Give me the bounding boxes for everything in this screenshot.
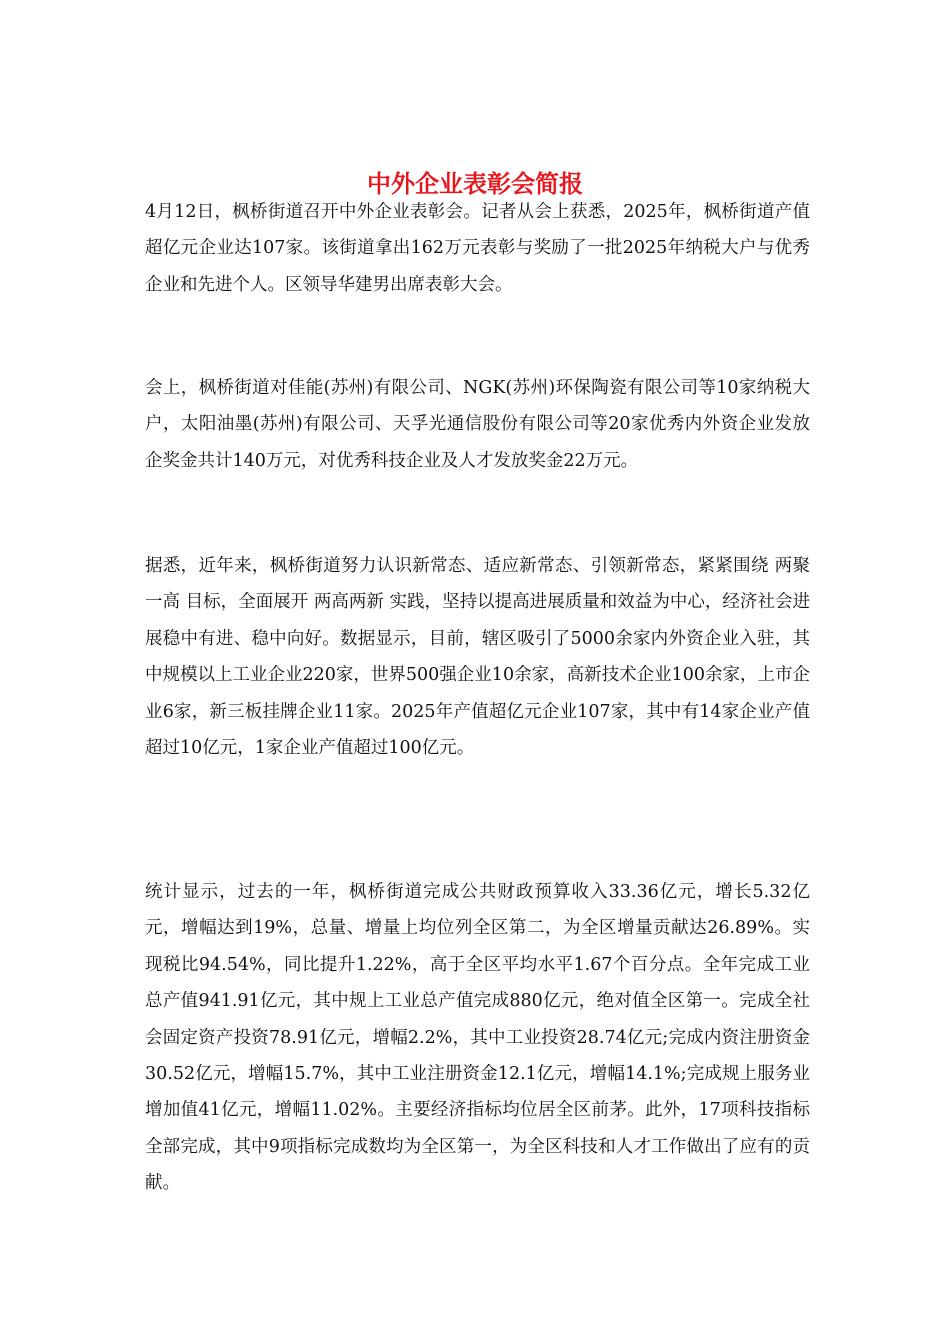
paragraph-development: 据悉，近年来，枫桥街道努力认识新常态、适应新常态、引领新常态，紧紧围绕 两聚一高 目标，全面展开 两高两新 实践，坚持以提高进展质量和效益为中心，经济社会进展稳中有进、稳中向好。数据显示，目前，辖区吸引了5000余家内外资企业入驻，其中规模以上工业企业220家，世界500强企业10余家，高新技术企业100余家，上市企业6家，新三板挂牌企业11家。2025年产值超亿元企业107家，其中有14家企业产值超过10亿元，1家企业产值超过100亿元。 bbox=[145, 556, 810, 759]
paragraph-statistics: 统计显示，过去的一年，枫桥街道完成公共财政预算收入33.36亿元，增长5.32亿元，增幅达到19%，总量、增量上均位列全区第二，为全区增量贡献达26.89%。实现税比94.54%，同比提升1.22%，高于全区平均水平1.67个百分点。全年完成工业总产值941.91亿元，其中规上工业总产值完成880亿元，绝对值全区第一。完成全社会固定资产投资78.91亿元，增幅2.2%，其中工业投资28.74亿元;完成内资注册资金30.52亿元，增幅15.7%，其中工业注册资金12.1亿元，增幅14.1%;完成规上服务业增加值41亿元，增幅11.02%。主要经济指标均位居全区前茅。此外，17项科技指标全部完成，其中9项指标完成数均为全区第一，为全区科技和人才工作做出了应有的贡献。 bbox=[145, 882, 810, 1194]
paragraph-meeting-intro: 4月12日，枫桥街道召开中外企业表彰会。记者从会上获悉，2025年，枫桥街道产值超亿元企业达107家。该街道拿出162万元表彰与奖励了一批2025年纳税大户与优秀企业和先进个人。区领导华建男出席表彰大会。 bbox=[145, 202, 810, 295]
document-title: 中外企业表彰会简报 bbox=[367, 170, 583, 199]
paragraph-awards: 会上，枫桥街道对佳能(苏州)有限公司、NGK(苏州)环保陶瓷有限公司等10家纳税大户，太阳油墨(苏州)有限公司、天孚光通信股份有限公司等20家优秀内外资企业发放企奖金共计140万元，对优秀科技企业及人才发放奖金22万元。 bbox=[145, 378, 810, 471]
